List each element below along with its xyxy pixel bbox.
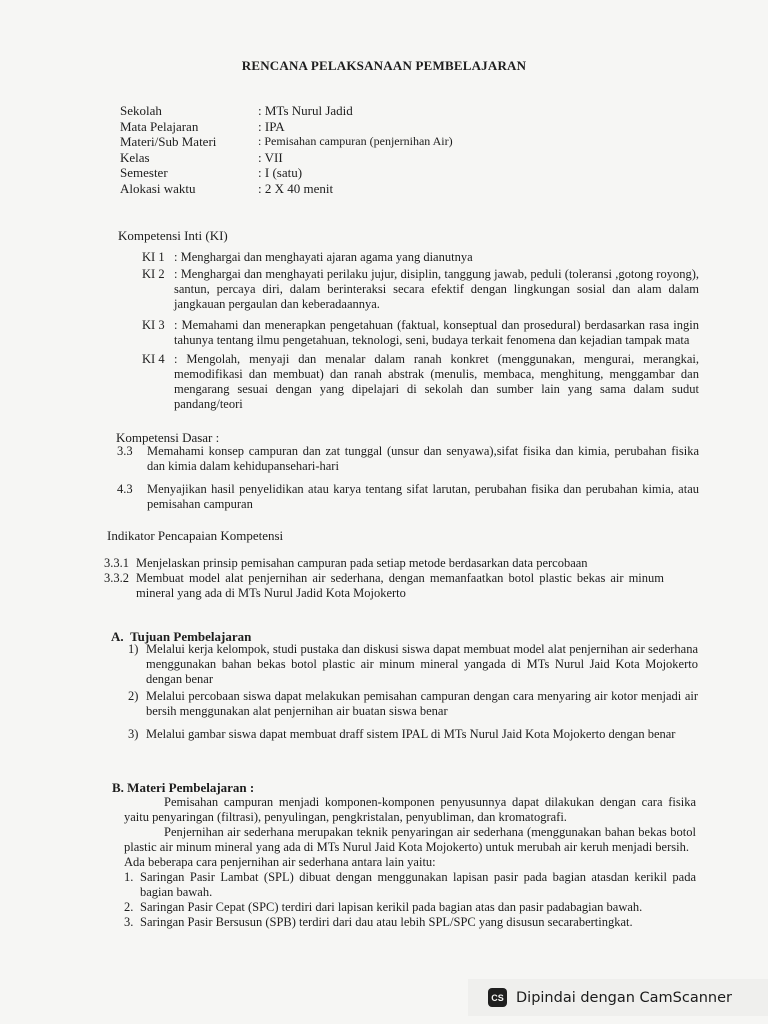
ki-code: KI 2 [142,267,165,281]
tujuan-list [128,642,698,742]
tujuan-text: Melalui percobaan siswa dapat melakukan pemisahan campuran dengan cara menyaring air kotor menjadi air bersih menggunakan alat penjernihan air buatan siswa benar [146,689,698,718]
materi-item [124,870,696,900]
ki-code: KI 1 [142,250,165,264]
document-title: RENCANA PELAKSANAAN PEMBELAJARAN [241,58,527,73]
ki-text: : Menghargai dan menghayati perilaku jujur, disiplin, tanggung jawab, peduli (toleransi ,gotong royong), santun, percaya diri, dalam berinteraksi secara efektif dengan lingkungan sosial dan alam dalam jangkauan pergaulan dan keberadaannya. [174,267,699,311]
identity-value: : I (satu) [258,165,303,181]
ki-text: : Menghargai dan menghayati ajaran agama yang dianutnya [174,250,473,264]
ipk-item [104,556,664,571]
tujuan-item [128,642,698,687]
section-letter: A. [111,629,124,644]
camscanner-text: Dipindai dengan CamScanner [516,989,733,1006]
tujuan-heading-text: Tujuan Pembelajaran [130,629,252,644]
identity-value: : 2 X 40 menit [258,180,334,196]
ipk-code: 3.3.1 [104,556,129,570]
section-letter: B. [112,780,124,795]
materi-body [124,795,696,930]
kd-text: Memahami konsep campuran dan zat tunggal (unsur dan senyawa),sifat fisika dan kimia, perubahan fisika dan kimia dalam kehidupansehari-hari [147,444,699,473]
tujuan-num: 3) [128,727,139,741]
kd-code: 3.3 [117,444,133,458]
identity-label: Semester [120,165,168,181]
ipk-heading: Indikator Pencapaian Kompetensi [107,528,284,543]
identity-row-sekolah [120,103,453,119]
kd-item [117,482,699,512]
ipk-text: Menjelaskan prinsip pemisahan campuran pada setiap metode berdasarkan data percobaan [136,556,588,570]
identity-table [120,103,453,197]
tujuan-num: 1) [128,642,139,656]
ki-list [142,250,699,412]
materi-num: 1. [124,870,134,884]
ki-heading: Kompetensi Inti (KI) [118,228,228,243]
identity-label: Kelas [120,149,150,165]
identity-row-materi [120,134,453,150]
tujuan-num: 2) [128,689,139,703]
identity-value: : MTs Nurul Jadid [258,103,353,118]
materi-intro: Ada beberapa cara penjernihan air sederhana antara lain yaitu: [124,855,436,869]
kd-list [117,444,699,512]
materi-text: Saringan Pasir Lambat (SPL) dibuat dengan menggunakan lapisan pasir pada bagian atasdan kerikil pada bagian bawah. [140,870,696,899]
ipk-text: Membuat model alat penjernihan air sederhana, dengan memanfaatkan botol plastic bekas air minum mineral yang ada di MTs Nurul Jadid Kota Mojokerto [136,571,664,600]
materi-paragraph-2: Penjernihan air sederhana merupakan teknik penyaringan air sederhana (menggunakan bahan bekas botol plastic air minum mineral yang ada di MTs Nurul Jaid Kota Mojokerto) untuk merubah air keruh menjadi bersih. [124,825,696,854]
tujuan-text: Melalui gambar siswa dapat membuat draff sistem IPAL di MTs Nurul Jaid Kota Mojokerto dengan benar [146,727,676,741]
ki-item [142,318,699,348]
identity-label: Materi/Sub Materi [120,134,217,150]
materi-num: 2. [124,900,134,914]
materi-heading [112,780,254,795]
materi-heading-text: Materi Pembelajaran : [127,780,255,795]
ipk-code: 3.3.2 [104,571,129,585]
identity-value: : Pemisahan campuran (penjernihan Air) [258,134,453,149]
identity-value: : IPA [258,118,285,134]
kd-code: 4.3 [117,482,133,496]
identity-value: : VII [258,149,283,165]
ki-text: : Memahami dan menerapkan pengetahuan (faktual, konseptual dan prosedural) berdasarkan rasa ingin tahunya tentang ilmu pengetahuan, teknologi, seni, budaya terkait fenomena dan kejadian tampak mata [174,318,699,347]
identity-row-mata-pelajaran [120,119,453,135]
tujuan-item [128,727,698,742]
ipk-list [104,556,664,601]
identity-row-alokasi [120,181,453,197]
ki-item [142,250,699,265]
materi-item [124,915,696,930]
ki-item [142,352,699,412]
identity-row-semester [120,165,453,181]
ki-code: KI 4 [142,352,165,366]
identity-label: Mata Pelajaran [120,118,199,134]
identity-label: Sekolah [120,103,162,118]
camscanner-watermark [468,979,768,1016]
tujuan-item [128,689,698,719]
camscanner-logo-icon: CS [488,988,507,1007]
identity-row-kelas [120,150,453,166]
tujuan-text: Melalui kerja kelompok, studi pustaka dan diskusi siswa dapat membuat model alat penjernihan air sederhana menggunakan bahan bekas botol plastic air minum mineral yangada di MTs Nurul Jaid Kota Mojokerto dengan benar [146,642,698,686]
ki-text: : Mengolah, menyaji dan menalar dalam ranah konkret (menggunakan, mengurai, merangkai, memodifikasi dan membuat) dan ranah abstrak (menulis, membaca, menghitung, menggambar dan mengarang sesuai dengan yang dipelajari di sekolah dan sumber lain yang sama dalam sudut pandang/teori [174,352,699,411]
ipk-item [104,571,664,601]
materi-item [124,900,696,915]
materi-num: 3. [124,915,134,929]
identity-label: Alokasi waktu [120,180,196,196]
kd-text: Menyajikan hasil penyelidikan atau karya tentang sifat larutan, perubahan fisika dan perubahan kimia, atau pemisahan campuran [147,482,699,511]
materi-text: Saringan Pasir Bersusun (SPB) terdiri dari dau atau lebih SPL/SPC yang disusun secarabertingkat. [140,915,633,929]
materi-paragraph-1: Pemisahan campuran menjadi komponen-komponen penyusunnya dapat dilakukan dengan cara fisika yaitu penyaringan (filtrasi), penyulingan, pengkristalan, penyubliman, dan kromatografi. [124,795,696,824]
ki-item [142,267,699,312]
ki-code: KI 3 [142,318,165,332]
materi-text: Saringan Pasir Cepat (SPC) terdiri dari lapisan kerikil pada bagian atas dan pasir padabagian bawah. [140,900,643,914]
kd-heading: Kompetensi Dasar : [116,430,220,445]
kd-item [117,444,699,474]
